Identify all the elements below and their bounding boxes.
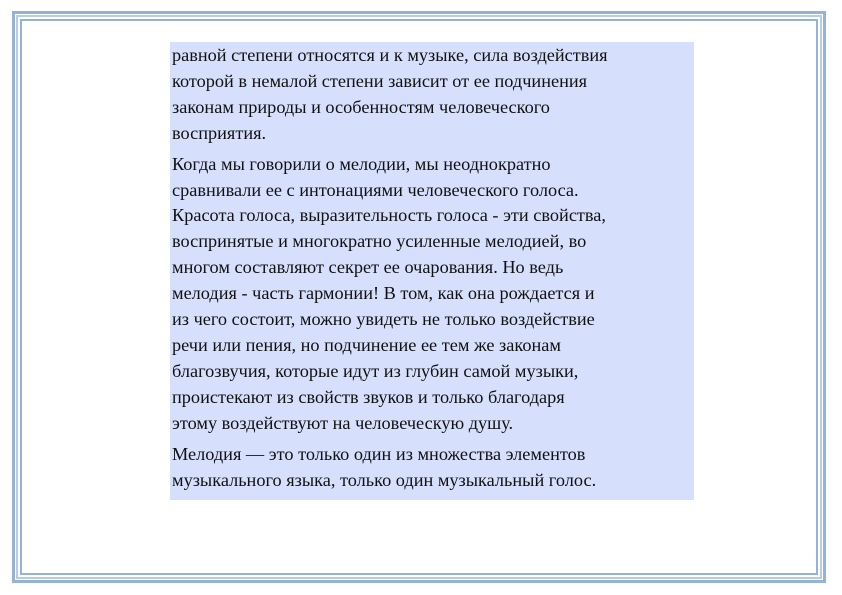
paragraph-2: Когда мы говорили о мелодии, мы неоднократно сравнивали ее с интонациями человеческого голоса. Красота голоса, выразительность голоса - эти свойства, воспринятые и многократно усиленные мелодией, во многом составляют секрет ее очарования. Но ведь мелодия - часть гармонии! В том, как она рождается и из чего состоит, можно увидеть не только воздействие речи или пения, но подчинение ее тем же законам благозвучия, которые идут из глубин самой музыки, проистекают из свойств звуков и только благодаря этому воздействуют на человеческую душу. <box>172 153 606 433</box>
highlighted-text-block[interactable] <box>170 42 694 500</box>
paragraph-3: Мелодия — это только один из множества элементов музыкального языка, только один музыкальный голос. <box>172 443 597 490</box>
paragraph-1: равной степени относятся и к музыке, сила воздействия которой в немалой степени зависит от ее подчинения законам природы и особенностям человеческого восприятия. <box>172 45 608 143</box>
